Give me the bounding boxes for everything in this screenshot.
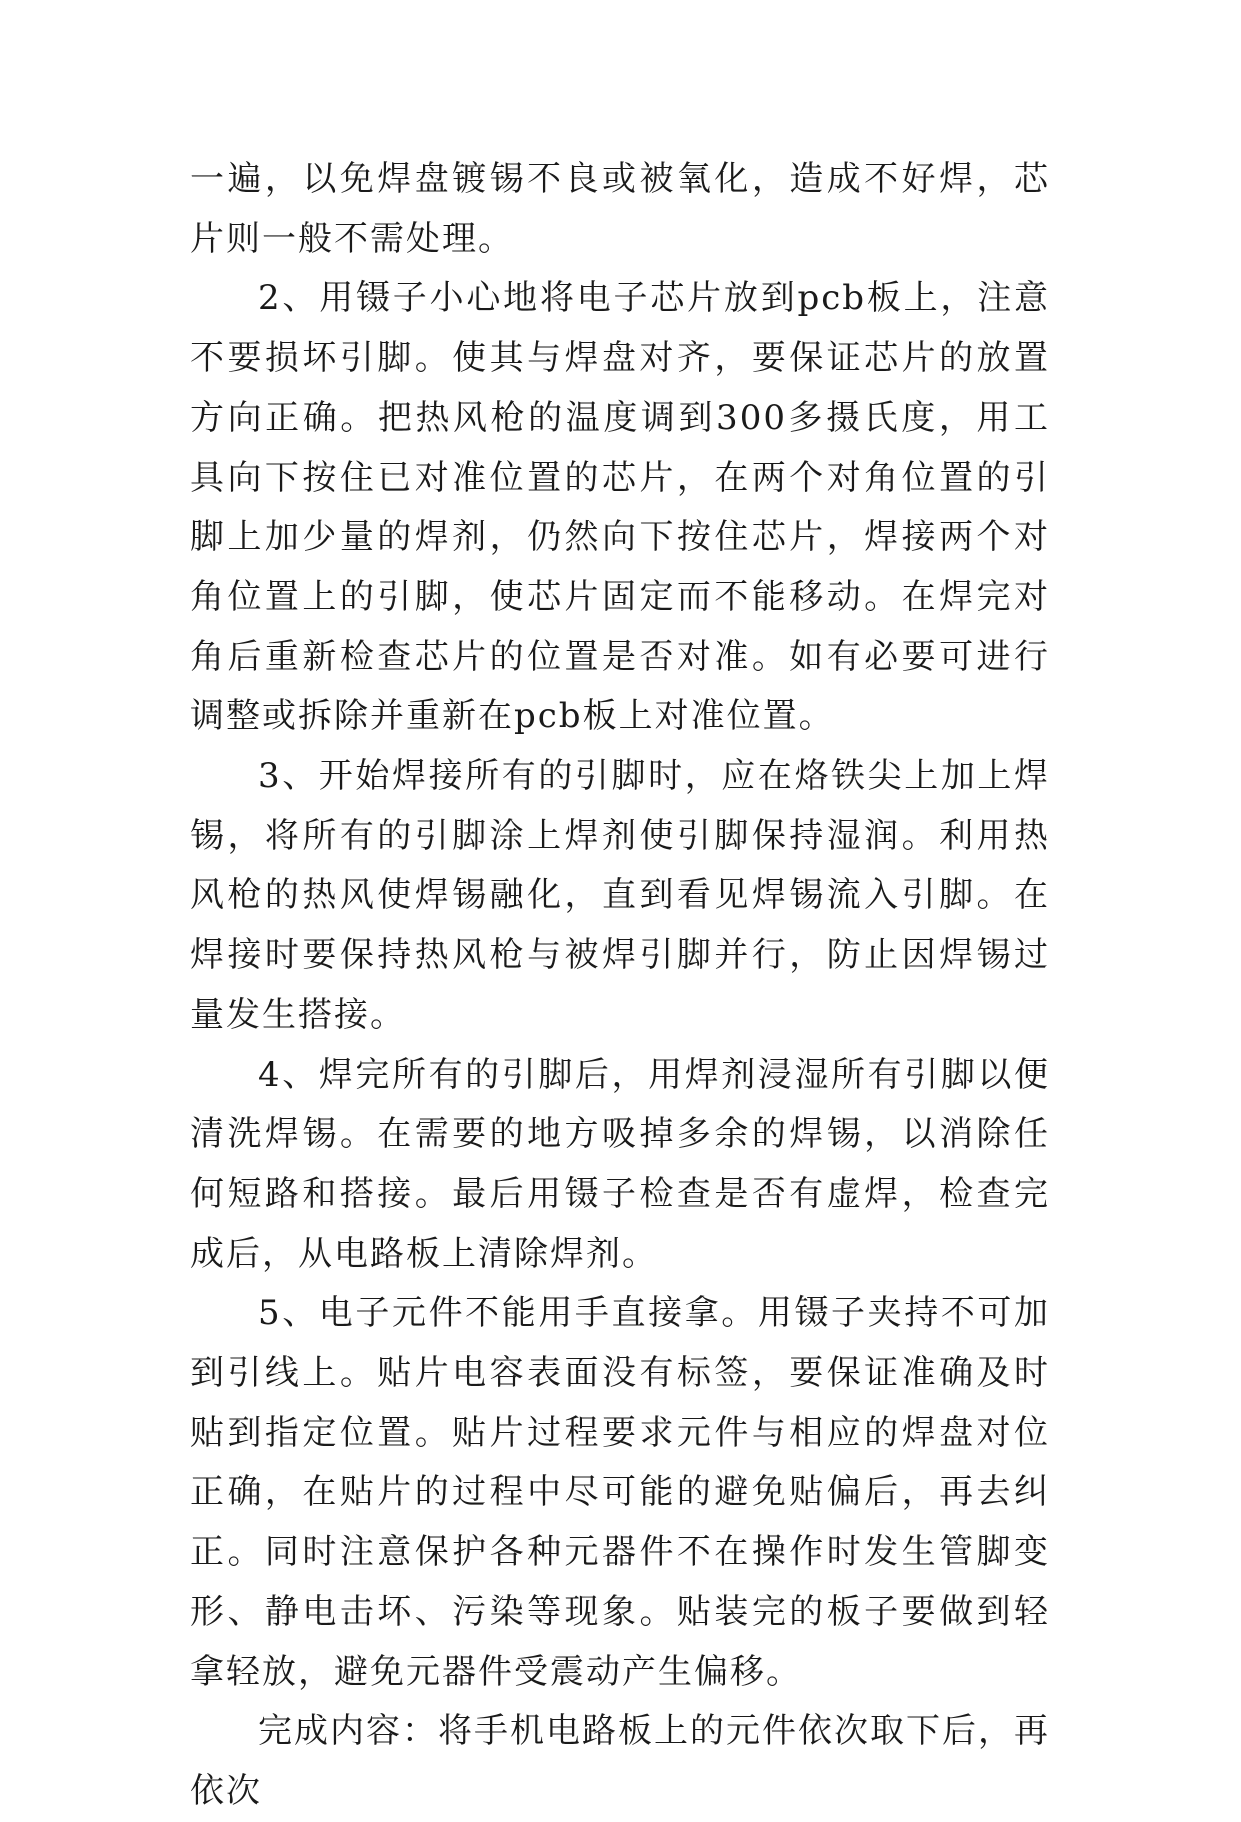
paragraph-step-5: 5、电子元件不能用手直接拿。用镊子夹持不可加到引线上。贴片电容表面没有标签，要保证准确及时贴到指定位置。贴片过程要求元件与相应的焊盘对位正确，在贴片的过程中尽可能的避免贴偏后，再去纠正。同时注意保护各种元器件不在操作时发生管脚变形、静电击坏、污染等现象。贴装完的板子要做到轻拿轻放，避免元器件受震动产生偏移。 bbox=[190, 1293, 1050, 1692]
document-body bbox=[190, 150, 1050, 1822]
paragraph-step-2: 2、用镊子小心地将电子芯片放到pcb板上，注意不要损坏引脚。使其与焊盘对齐，要保证芯片的放置方向正确。把热风枪的温度调到300多摄氏度，用工具向下按住已对准位置的芯片，在两个对角位置的引脚上加少量的焊剂，仍然向下按住芯片，焊接两个对角位置上的引脚，使芯片固定而不能移动。在焊完对角后重新检查芯片的位置是否对准。如有必要可进行调整或拆除并重新在pcb板上对准位置。 bbox=[190, 278, 1050, 737]
paragraph-continuation: 一遍，以免焊盘镀锡不良或被氧化，造成不好焊，芯片则一般不需处理。 bbox=[190, 159, 1050, 259]
paragraph-step-4: 4、焊完所有的引脚后，用焊剂浸湿所有引脚以便清洗焊锡。在需要的地方吸掉多余的焊锡，以消除任何短路和搭接。最后用镊子检查是否有虚焊，检查完成后，从电路板上清除焊剂。 bbox=[190, 1054, 1050, 1274]
paragraph-step-3: 3、开始焊接所有的引脚时，应在烙铁尖上加上焊锡，将所有的引脚涂上焊剂使引脚保持湿润。利用热风枪的热风使焊锡融化，直到看见焊锡流入引脚。在焊接时要保持热风枪与被焊引脚并行，防止因焊锡过量发生搭接。 bbox=[190, 756, 1050, 1035]
paragraph-completion: 完成内容：将手机电路板上的元件依次取下后，再依次 bbox=[190, 1711, 1050, 1811]
